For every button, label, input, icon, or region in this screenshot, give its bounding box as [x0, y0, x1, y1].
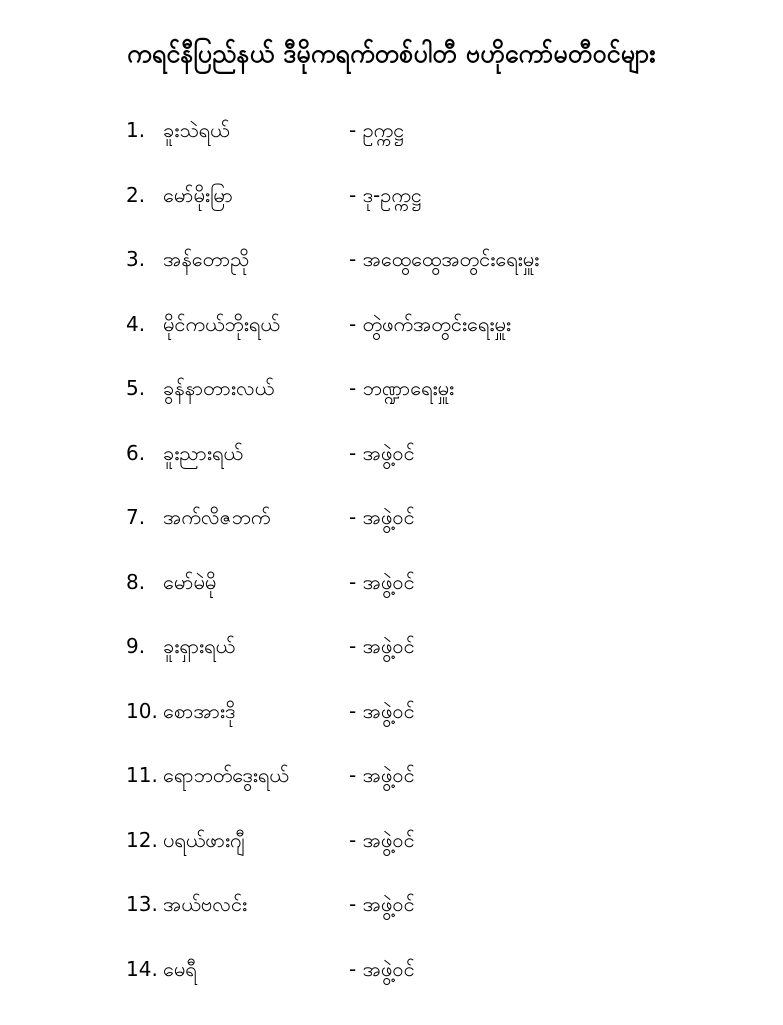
- member-role: - ဒု-ဥက္ကဋ္ဌ: [349, 182, 422, 207]
- item-number: 7.: [126, 505, 146, 529]
- member-role: - အဖွဲ့ဝင်: [349, 440, 415, 465]
- item-number: 12.: [126, 827, 158, 852]
- item-number: 13.: [126, 892, 158, 916]
- member-name: စောအားဒို: [163, 698, 236, 723]
- member-role: - တွဲဖက်အတွင်းရေးမှူး: [349, 311, 511, 336]
- member-name: ရောဘတ်ဒွေးရယ်: [163, 763, 289, 787]
- member-name: ပရယ်ဖားဂျီ: [163, 827, 245, 852]
- list-item: [0, 356, 783, 421]
- member-role: - အဖွဲ့ဝင်: [349, 569, 415, 594]
- member-role: - အဖွဲ့ဝင်: [349, 763, 415, 787]
- item-number: 9.: [126, 634, 146, 658]
- member-role: - အဖွဲ့ဝင်: [349, 698, 415, 723]
- list-item: [0, 163, 783, 228]
- list-item: [0, 292, 783, 357]
- list-item: [0, 485, 783, 550]
- member-name: မော်မိုးမြာ: [163, 182, 234, 207]
- member-name: အန်တောညို: [163, 247, 250, 271]
- item-number: 4.: [126, 311, 146, 336]
- item-number: 8.: [126, 569, 146, 594]
- member-name: မိုင်ကယ်ဘိုးရယ်: [163, 311, 280, 336]
- member-name: အယ်ဗလင်း: [163, 892, 248, 916]
- member-role: - အဖွဲ့ဝင်: [349, 827, 415, 852]
- list-item: [0, 614, 783, 679]
- item-number: 6.: [126, 440, 146, 465]
- member-name: မော်မဲမို: [163, 569, 217, 594]
- list-item: [0, 872, 783, 937]
- member-name: ခူးညားရယ်: [163, 440, 243, 465]
- page-title: ကရင်နီပြည်နယ် ဒီမိုကရက်တစ်ပါတီ ဗဟိုကော်မတီဝင်များ: [127, 39, 656, 68]
- item-number: 2.: [126, 182, 146, 207]
- member-role: - ဥက္ကဋ္ဌ: [349, 118, 405, 142]
- item-number: 3.: [126, 247, 146, 271]
- list-item: [0, 808, 783, 873]
- list-item: [0, 421, 783, 486]
- item-number: 1.: [126, 118, 146, 142]
- member-role: - အဖွဲ့ဝင်: [349, 892, 415, 916]
- list-item: [0, 679, 783, 744]
- item-number: 14.: [126, 956, 158, 981]
- member-list: [0, 98, 783, 1001]
- list-item: [0, 743, 783, 808]
- member-name: အက်လိဇဘက်: [163, 505, 271, 529]
- member-name: ခွန်နာတားလယ်: [163, 376, 275, 400]
- member-role: - ဘဏ္ဍာရေးမှူး: [349, 376, 455, 400]
- list-item: [0, 550, 783, 615]
- item-number: 5.: [126, 376, 146, 400]
- member-role: - အဖွဲ့ဝင်: [349, 956, 415, 981]
- list-item: [0, 937, 783, 1002]
- member-role: - အဖွဲ့ဝင်: [349, 505, 415, 529]
- member-name: ခူးရှားရယ်: [163, 634, 236, 658]
- member-role: - အဖွဲ့ဝင်: [349, 634, 415, 658]
- item-number: 10.: [126, 698, 158, 723]
- item-number: 11.: [126, 763, 158, 787]
- list-item: [0, 227, 783, 292]
- member-role: - အထွေထွေအတွင်းရေးမှူး: [349, 247, 540, 271]
- list-item: [0, 98, 783, 163]
- member-name: မေရီ: [163, 956, 197, 981]
- member-name: ခူးသဲရယ်: [163, 118, 230, 142]
